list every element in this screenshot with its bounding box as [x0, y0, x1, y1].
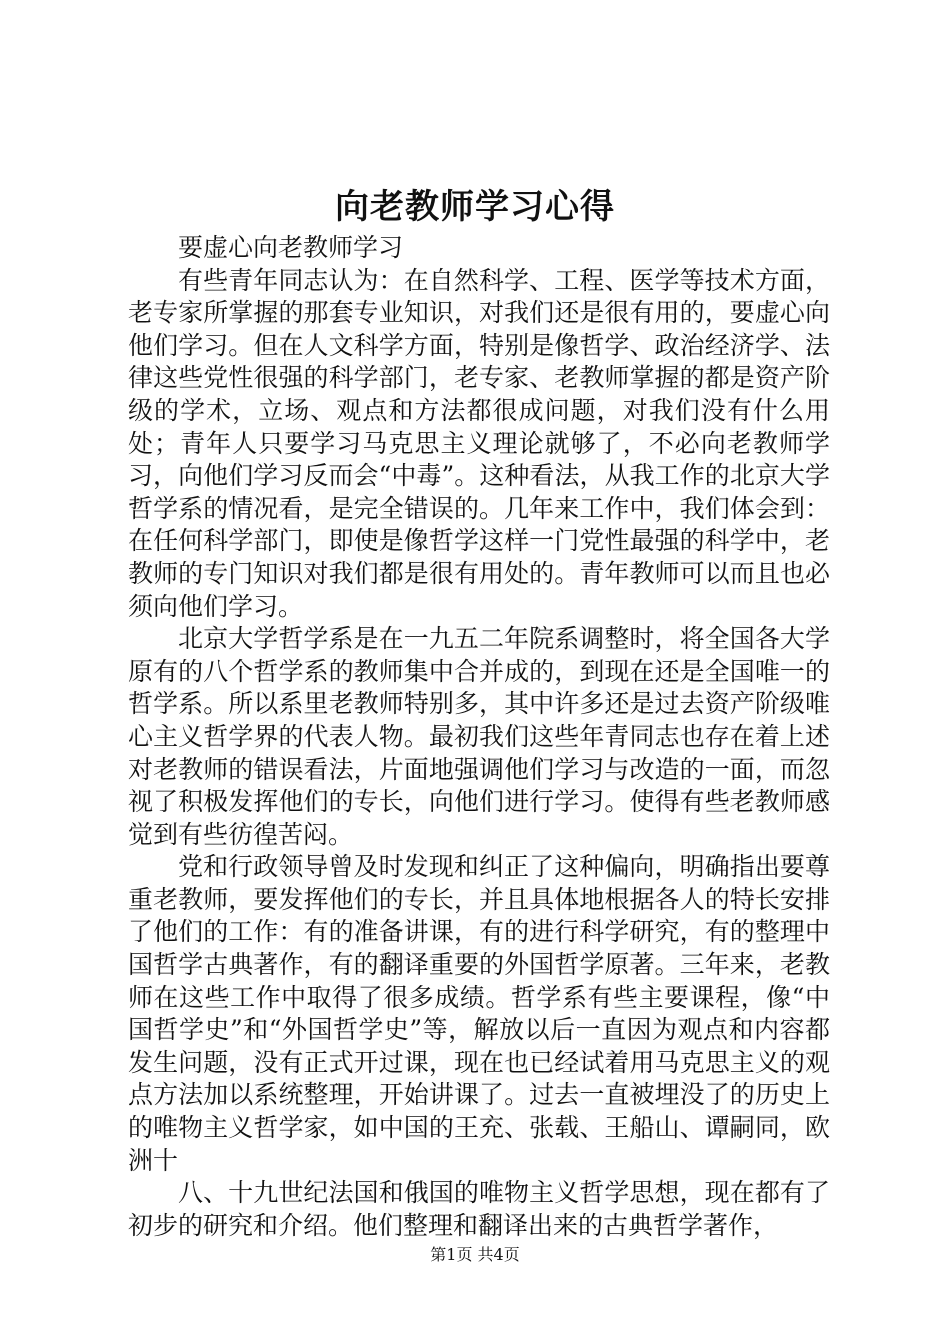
paragraph: 有些青年同志认为：在自然科学、工程、医学等技术方面，老专家所掌握的那套专业知识，对我们还是很有用的，要虚心向他们学习。但在人文科学方面，特别是像哲学、政治经济学、法律这些党性很强的科学部门，老专家、老教师掌握的都是资产阶级的学术，立场、观点和方法都很成问题，对我们没有什么用处；青年人只要学习马克思主义理论就够了，不必向老教师学习，向他们学习反而会“中毒”。这种看法，从我工作的北京大学哲学系的情况看，是完全错误的。几年来工作中，我们体会到：在任何科学部门，即使是像哲学这样一门党性最强的科学中，老教师的专门知识对我们都是很有用处的。青年教师可以而且也必须向他们学习。	[128, 265, 830, 621]
paragraph: 北京大学哲学系是在一九五二年院系调整时，将全国各大学原有的八个哲学系的教师集中合并成的，到现在还是全国唯一的哲学系。所以系里老教师特别多，其中许多还是过去资产阶级唯心主义哲学界的代表人物。最初我们这些年青同志也存在着上述对老教师的错误看法，片面地强调他们学习与改造的一面，而忽视了积极发挥他们的专长，向他们进行学习。使得有些老教师感觉到有些彷徨苦闷。	[128, 624, 830, 849]
page-number-footer: 第1页 共4页	[430, 1245, 520, 1264]
document-title: 向老教师学习心得	[335, 187, 615, 227]
paragraph: 八、十九世纪法国和俄国的唯物主义哲学思想，现在都有了初步的研究和介绍。他们整理和翻译出来的古典哲学著作，	[128, 1178, 830, 1240]
paragraph: 党和行政领导曾及时发现和纠正了这种偏向，明确指出要尊重老教师，要发挥他们的专长，并且具体地根据各人的特长安排了他们的工作：有的准备讲课，有的进行科学研究，有的整理中国哲学古典著作，有的翻译重要的外国哲学原著。三年来，老教师在这些工作中取得了很多成绩。哲学系有些主要课程，像“中国哲学史”和“外国哲学史”等，解放以后一直因为观点和内容都发生问题，没有正式开过课，现在也已经试着用马克思主义的观点方法加以系统整理，开始讲课了。过去一直被埋没了的历史上的唯物主义哲学家，如中国的王充、张载、王船山、谭嗣同，欧洲十	[128, 852, 830, 1175]
document-body	[128, 232, 830, 1242]
paragraph-subheading: 要虚心向老教师学习	[178, 233, 404, 262]
